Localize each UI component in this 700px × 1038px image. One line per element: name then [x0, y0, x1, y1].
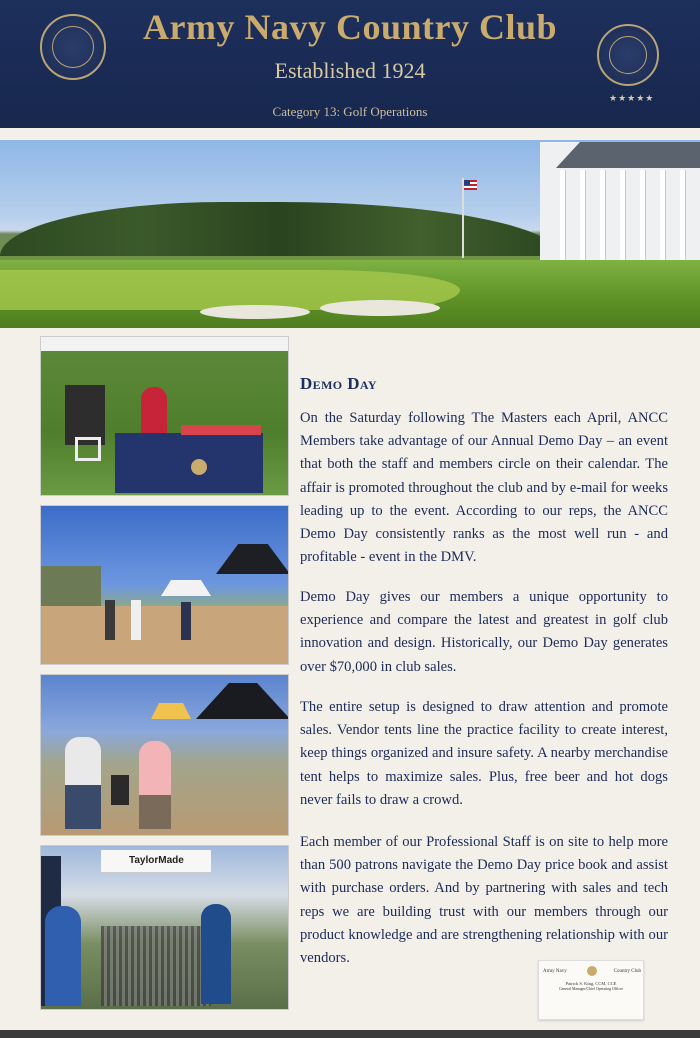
golf-course-photo [0, 140, 700, 328]
award-seal-icon [597, 24, 659, 86]
article-paragraph: The entire setup is designed to draw attention and promote sales. Vendor tents line the practice facility to create interest, keep things organized and insure safety. A nearby merchandise tent helps to maximize sales. Plus, free beer and hot dogs never fails to draw a crowd. [300, 699, 668, 808]
card-club-left: Army Navy [543, 969, 567, 974]
article-paragraph: On the Saturday following The Masters each April, ANCC Members take advantage of our Annual Demo Day – an event that both the staff and members circle on their calendar. The affair is promoted throughout the club and by e-mail for weeks leading up to the event. According to our reps, the ANCC Demo Day consistently ranks as the most well run - and profitable - event in the DMV. [300, 410, 668, 566]
article-heading: Demo Day [300, 374, 377, 393]
category-label: Category 13: Golf Operations [272, 104, 428, 119]
sand-bunker [200, 305, 310, 319]
photo-taylormade-tent [40, 845, 289, 1010]
tree-line [0, 202, 560, 256]
american-flag-icon [464, 180, 477, 190]
business-card [538, 960, 644, 1020]
card-club-right: Country Club [613, 969, 641, 974]
card-role: General Manager/Chief Operating Officer [559, 987, 623, 991]
header-banner [0, 0, 700, 128]
tent-brand-label: TaylorMade [129, 855, 184, 866]
photo-members-walking [40, 674, 289, 836]
page-title: Army Navy Country Club [142, 7, 557, 47]
photo-merchandise-tent [40, 336, 289, 496]
club-emblem-icon [587, 966, 597, 976]
flagpole [462, 178, 464, 258]
article-paragraph: Each member of our Professional Staff is on site to help more than 500 patrons navigate the Demo Day price book and assist with purchase orders. And by partnering with sales and tech reps we are building trust with our members through our product knowledge and are strengthening relationship with our vendors. [300, 834, 668, 967]
floor-edge [0, 1030, 700, 1038]
established-line: Established 1924 [274, 58, 426, 83]
article-paragraph: Demo Day gives our members a unique opportunity to experience and compare the latest and greatest in golf club innovation and design. Historically, our Demo Day generates over $70,000 in club sales. [300, 589, 668, 675]
star-rating: ★★★★★ [609, 94, 655, 104]
sand-bunker [320, 300, 440, 316]
card-name: Patrick S. King, CCM, CCE [565, 981, 617, 986]
photo-vendor-tents [40, 505, 289, 665]
